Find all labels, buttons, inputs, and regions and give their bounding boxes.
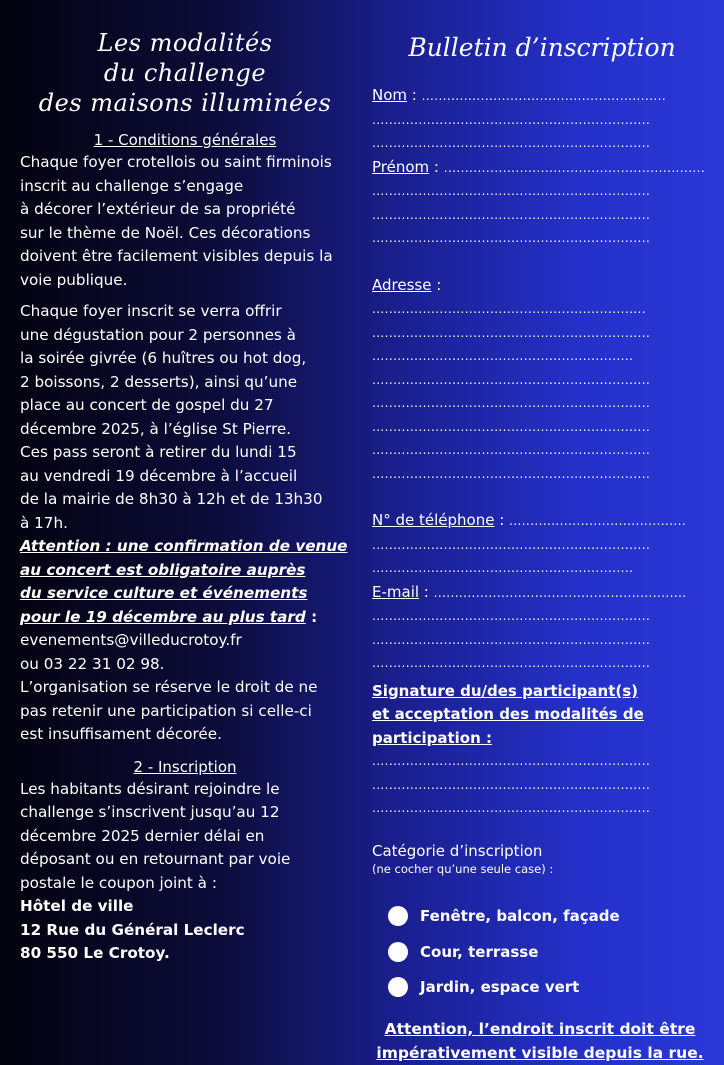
category-note: (ne cocher qu’une seule case) : <box>372 861 554 876</box>
line-adresse-5[interactable]: .................................................................. <box>372 396 651 410</box>
line-email-2[interactable]: .................................................................. <box>372 609 651 623</box>
line-nom-2[interactable]: .................................................................. <box>372 112 651 127</box>
line-adresse-3[interactable]: .............................................................. <box>372 349 634 363</box>
category-options <box>388 899 712 1006</box>
radio-circle-icon[interactable] <box>388 977 408 997</box>
line-telephone-3[interactable]: .............................................................. <box>372 561 634 575</box>
rules-column <box>20 22 350 966</box>
line-adresse-8[interactable]: .................................................................. <box>372 466 651 481</box>
paragraph-registration: Les habitants désirant rejoindre le challenge s’inscrivent jusqu’au 12 décembre 2025 dernier délai en déposant ou en retournant par voie postale le coupon joint à : <box>20 779 291 892</box>
field-nom[interactable]: Nom : .......................................................... <box>372 86 667 104</box>
section-registration-heading: 2 - Inscription <box>133 757 237 776</box>
contact-phone: ou 03 22 31 02 98. <box>20 654 165 673</box>
line-adresse-7[interactable]: .................................................................. <box>372 443 651 457</box>
field-email[interactable]: E-mail : ............................................................ <box>372 582 687 601</box>
paragraph-offer: Chaque foyer inscrit se verra offrir une dégustation pour 2 personnes à la soirée givrée (6 huîtres ou hot dog, 2 boissons, 2 desserts), ainsi qu’une place au concert de gospel du 27 décembre 2025, à l’église St Pierre. Ces pass seront à retirer du lundi 15 au vendredi 19 décembre à l’accueil de la mairie de 8h30 à 12h et de 13h30 à 17h. <box>20 302 323 532</box>
line-telephone-2[interactable]: .................................................................. <box>372 537 651 552</box>
radio-circle-icon[interactable] <box>388 942 408 962</box>
field-adresse[interactable]: Adresse : ................................................................. <box>372 275 646 316</box>
line-adresse-2[interactable]: .................................................................. <box>372 325 651 340</box>
category-section <box>372 841 712 877</box>
field-telephone[interactable]: N° de téléphone : .......................................... <box>372 511 687 529</box>
option-cour[interactable]: Cour, terrasse <box>388 934 712 970</box>
line-prenom-4[interactable]: .................................................................. <box>372 231 651 245</box>
final-notice: Attention, l’endroit inscrit doit être impérativement visible depuis la rue. <box>376 1020 704 1062</box>
line-signature-1[interactable]: .................................................................. <box>372 754 651 768</box>
section-general-conditions-heading: 1 - Conditions générales <box>93 131 277 149</box>
line-prenom-2[interactable]: .................................................................. <box>372 184 651 198</box>
line-email-4[interactable]: .................................................................. <box>372 656 651 670</box>
radio-circle-icon[interactable] <box>388 906 408 926</box>
category-title: Catégorie d’inscription <box>372 841 543 860</box>
line-prenom-3[interactable]: .................................................................. <box>372 207 651 222</box>
paragraph-commitment: Chaque foyer crotellois ou saint firminois inscrit au challenge s’engage à décorer l’extérieur de sa propriété sur le thème de Noël. Ces décorations doivent être facilement visibles depuis la voie publique. <box>20 153 333 289</box>
paragraph-reserve: L’organisation se réserve le droit de ne pas retenir une participation si celle-ci est insuffisament décorée. <box>20 678 318 743</box>
line-adresse-4[interactable]: .................................................................. <box>372 372 651 387</box>
line-signature-3[interactable]: .................................................................. <box>372 801 651 815</box>
registration-form <box>372 22 712 1065</box>
option-jardin[interactable]: Jardin, espace vert <box>388 970 712 1006</box>
signature-heading: Signature du/des participant(s) et acceptation des modalités de participation : <box>372 681 644 747</box>
contact-email[interactable]: evenements@villeducrotoy.fr <box>20 631 242 649</box>
rules-title: Les modalités du challenge des maisons illuminées <box>38 29 332 117</box>
line-email-3[interactable]: .................................................................. <box>372 632 651 647</box>
field-prenom[interactable]: Prénom : .............................................................. <box>372 157 706 176</box>
line-adresse-6[interactable]: .................................................................. <box>372 419 651 434</box>
contact-info <box>20 629 350 676</box>
line-signature-2[interactable]: .................................................................. <box>372 777 651 792</box>
attention-confirmation: Attention : une confirmation de venue au concert est obligatoire auprès du service culture et événements pour le 19 décembre au plus tard : <box>20 537 348 626</box>
form-title: Bulletin d’inscription <box>408 33 676 62</box>
line-nom-3[interactable]: .................................................................. <box>372 136 651 150</box>
option-fenetre[interactable]: Fenêtre, balcon, façade <box>388 899 712 935</box>
postal-address: Hôtel de ville 12 Rue du Général Leclerc 80 550 Le Crotoy. <box>20 897 245 962</box>
